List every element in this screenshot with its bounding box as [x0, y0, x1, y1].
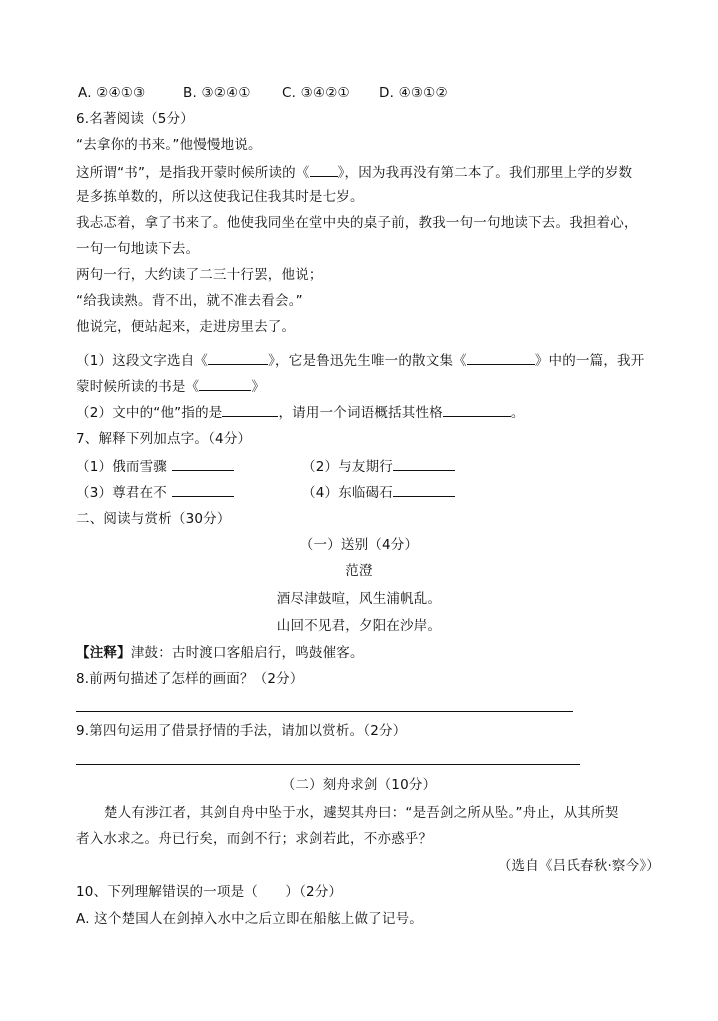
q6-para-3: 是多拣单数的，所以这使我记住我其时是七岁。 [76, 189, 364, 205]
q5-option-b: B. ③②④① [183, 85, 251, 101]
q7-blank-3[interactable] [172, 482, 234, 497]
q10-question: 10、下列理解错误的一项是（ ）（2分） [76, 884, 343, 900]
q5-option-a: A. ②④①③ [78, 85, 146, 101]
q6-para-7: “给我读熟。背不出，就不准去看会。” [76, 293, 303, 309]
q8-answer-line[interactable] [76, 711, 573, 712]
poem-title: （一）送别（4分） [299, 537, 419, 553]
passage-2-para-2: 者入水求之。舟已行矣，而剑不行；求剑若此，不亦惑乎？ [76, 831, 433, 847]
q6-para-1: “去拿你的书来。”他慢慢地说。 [76, 137, 262, 153]
q7-item-4-label: （4）东临碣石 [302, 485, 393, 501]
passage-2-source: （选自《吕氏春秋·察今》） [497, 858, 660, 874]
q6-para-2 [76, 162, 632, 182]
q7-item-3-label: （3）尊君在不 [76, 485, 167, 501]
q6-blank-character[interactable] [443, 402, 511, 417]
poem-line-1: 酒尽津鼓喧，风生浦帆乱。 [276, 591, 442, 607]
poem-note-text: 津鼓：古时渡口客船启行，鸣鼓催客。 [130, 645, 364, 661]
poem-note [76, 644, 364, 662]
q7-item-4 [302, 482, 455, 502]
q5-options [78, 84, 448, 102]
q6-para-2-b: 》，因为我再没有第二本了。我们那里上学的岁数 [337, 165, 633, 181]
q7-title: 7、解释下列加点字。（4分） [76, 431, 252, 447]
q6-para-6: 两句一行，大约读了二三十行罢，他说； [76, 267, 323, 283]
q6-sub-1-cont [76, 376, 265, 396]
q6-title: 6.名著阅读（5分） [76, 111, 194, 127]
passage-2-para-1: 楚人有涉江者，其剑自舟中坠于水，遽契其舟曰：“是吾剑之所从坠。”舟止，从其所契 [104, 805, 619, 821]
q8-question: 8.前两句描述了怎样的画面？（2分） [76, 671, 304, 687]
q7-item-2-label: （2）与友期行 [302, 459, 393, 475]
q6-blank-he[interactable] [222, 402, 278, 417]
q6-sub-1-a: （1）这段文字选自《 [76, 353, 209, 369]
q6-para-5: 一句一句地读下去。 [76, 241, 200, 257]
q6-sub-1 [76, 350, 644, 370]
q5-option-d: D. ④③①② [379, 85, 448, 101]
poem-note-label: 【注释】 [76, 645, 131, 661]
q6-sub-2-a: （2）文中的“他”指的是 [76, 405, 223, 421]
q6-para-2-a: 这所谓“书”，是指我开蒙时候所读的《 [76, 165, 310, 181]
q6-sub-1-e: 》 [251, 379, 266, 395]
q6-blank-first-book[interactable] [199, 376, 251, 391]
q6-para-4: 我忐忑着，拿了书来了。他使我同坐在堂中央的桌子前，教我一句一句地读下去。我担着心， [76, 215, 638, 231]
q9-question: 9.第四句运用了借景抒情的手法，请加以赏析。（2分） [76, 723, 407, 739]
q9-answer-line[interactable] [76, 764, 580, 765]
poem-line-2: 山回不见君，夕阳在沙岸。 [276, 618, 442, 634]
q6-blank-article[interactable] [208, 350, 268, 365]
q6-sub-1-d: 蒙时候所读的书是《 [76, 379, 200, 395]
q7-blank-1[interactable] [172, 456, 234, 471]
q7-item-2 [302, 456, 455, 476]
q7-item-1-label: （1）俄而雪骤 [76, 459, 167, 475]
poem-author: 范澄 [345, 563, 373, 579]
q6-sub-1-b: 》，它是鲁迅先生唯一的散文集《 [268, 353, 467, 369]
q5-option-c: C. ③④②① [282, 85, 350, 101]
q7-blank-2[interactable] [393, 456, 455, 471]
q7-item-1 [76, 456, 234, 476]
q10-option-a: A. 这个楚国人在剑掉入水中之后立即在船舷上做了记号。 [76, 911, 423, 927]
q7-item-3 [76, 482, 234, 502]
q6-sub-2-c: 。 [510, 405, 525, 421]
q7-blank-4[interactable] [393, 482, 455, 497]
q6-blank-collection[interactable] [467, 350, 535, 365]
passage-2-title: （二）刻舟求剑（10分） [281, 777, 437, 793]
q6-blank-book[interactable] [310, 162, 338, 177]
q6-para-8: 他说完，便站起来，走进房里去了。 [76, 319, 296, 335]
section-2-heading: 二、阅读与赏析（30分） [76, 511, 231, 527]
q6-sub-2-b: ，请用一个词语概括其性格 [278, 405, 443, 421]
q6-sub-1-c: 》中的一篇，我开 [534, 353, 645, 369]
q6-sub-2 [76, 402, 525, 422]
